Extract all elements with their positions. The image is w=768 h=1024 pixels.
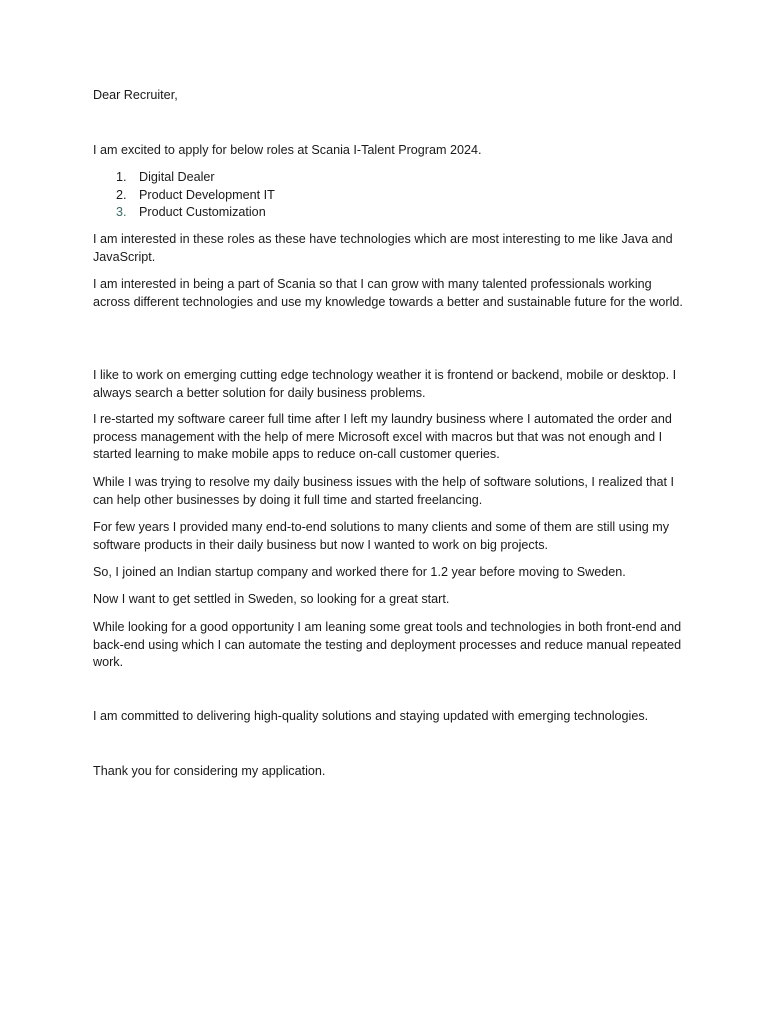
paragraph-career-restart: I re-started my software career full time after I left my laundry business where I automated the order and process management with the help of mere Microsoft excel with macros but that was not enough and I started learning to make mobile apps to reduce on-call customer queries. — [93, 412, 672, 461]
list-item — [93, 187, 683, 205]
list-item-label: Product Development IT — [139, 187, 275, 202]
paragraph-commitment: I am committed to delivering high-quality solutions and staying updated with emerging technologies. — [93, 709, 649, 723]
list-item-number: 1. — [116, 170, 127, 184]
list-item-label: Digital Dealer — [139, 170, 215, 184]
paragraph-startup: So, I joined an Indian startup company and worked there for 1.2 year before moving to Sweden. — [93, 565, 626, 579]
paragraph-interest-scania: I am interested in being a part of Scania so that I can grow with many talented professionals working across different technologies and use my knowledge towards a better and sustainable future for the world. — [93, 277, 683, 309]
paragraph-freelancing: While I was trying to resolve my daily business issues with the help of software solutions, I realized that I can help other businesses by doing it full time and started freelancing. — [93, 475, 674, 507]
greeting: Dear Recruiter, — [93, 88, 178, 102]
list-item-number: 2. — [116, 187, 127, 202]
list-item — [93, 169, 683, 187]
list-item-label: Product Customization — [139, 205, 266, 219]
paragraph-interest-roles: I am interested in these roles as these have technologies which are most interesting to me like Java and JavaScript. — [93, 232, 673, 264]
paragraph-emerging-tech: I like to work on emerging cutting edge technology weather it is frontend or backend, mobile or desktop. I always search a better solution for daily business problems. — [93, 368, 677, 400]
paragraph-end-to-end: For few years I provided many end-to-end solutions to many clients and some of them are still using my software products in their daily business but now I wanted to work on big projects. — [93, 520, 670, 552]
paragraph-sweden: Now I want to get settled in Sweden, so looking for a great start. — [93, 592, 450, 606]
list-item-number: 3. — [116, 205, 127, 219]
paragraph-learning: While looking for a good opportunity I am leaning some great tools and technologies in both front-end and back-end using which I can automate the testing and deployment processes and reduce manual repeated work. — [93, 620, 682, 669]
roles-list — [93, 169, 683, 222]
list-item — [93, 204, 683, 222]
intro-paragraph: I am excited to apply for below roles at Scania I-Talent Program 2024. — [93, 143, 482, 157]
closing: Thank you for considering my application. — [93, 764, 326, 778]
